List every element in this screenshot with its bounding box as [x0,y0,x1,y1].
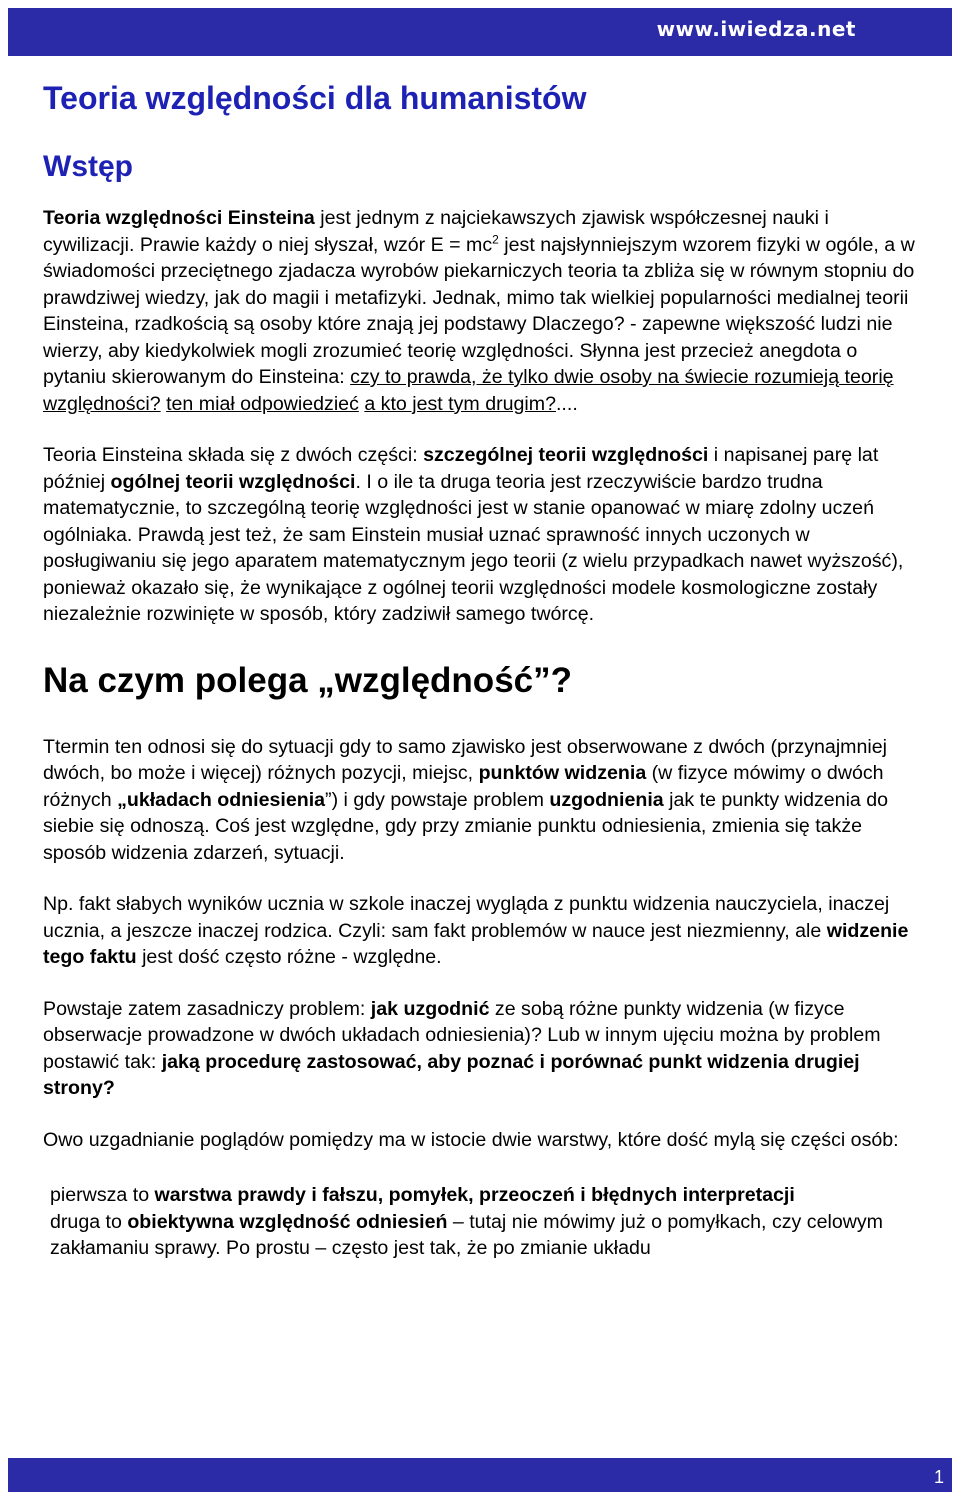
layers-list [50,1182,923,1262]
section-heading-relativity: Na czym polega „względność”? [43,660,572,700]
document-body [43,72,923,1262]
bold-text: uzgodnienia [549,788,664,811]
text: Owo uzgadnianie poglądów pomiędzy ma w istocie dwie warstwy, które dość mylą się części osób: [43,1128,899,1151]
text: jest najsłynniejszym wzorem fizyki w ogóle, a w świadomości przeciętnego zjadacza wyrobów piekarniczych teoria ta zbliża się w równym stopniu do prawdziwej wiedzy, jak do magii i metafizyki. Jednak, mimo tak wielkiej popularności medialnej teorii Einsteina, rzadkością są osoby które znają jej podstawy Dlaczego? - zapewne większość ludzi nie wierzy, aby kiedykolwiek mogli zrozumieć teorię względności. Słynna jest przecież anegdota o pytaniu skierowanym do Einsteina: [43,233,915,388]
text: – tutaj nie mówimy już o pomyłkach, czy celowym zakłamaniu sprawy. Po prostu – często jest tak, że po zmianie układu [50,1210,883,1259]
text: .... [555,392,578,415]
bold-text: jaką procedurę zastosować, aby poznać i porównać punkt widzenia drugiej strony? [43,1050,860,1099]
bold-text: „układach odniesienia [117,788,326,811]
superscript: 2 [492,231,499,246]
site-url: www.iwiedza.net [656,17,856,41]
text: druga to [50,1210,128,1233]
bold-text: obiektywna względność odniesień [127,1210,448,1233]
bold-text: warstwa prawdy i fałszu, pomyłek, przeoczeń i błędnych interpretacji [154,1184,795,1206]
text: jest dość często różne - względne. [136,946,442,968]
text: . I o ile ta druga teoria jest rzeczywiście bardzo trudna matematycznie, to szczególną teorię względności jest w stanie opanować w miarę zdolny uczeń ogólniaka. Prawdą jest też, że sam Einstein musiał uznać sprawność innych uczonych w posługiwaniu się jego aparatem matematycznym jego teorii (z wielu przypadkach nawet wyższość), ponieważ okazało się, że wynikające z ogólnej teorii względności modele kosmologiczne zostały niezależnie rozwinięte w sposób, który zadziwił samego twórcę. [43,470,904,625]
paragraph-example [43,891,923,971]
paragraph-theory-parts [43,442,923,628]
text: (w fizyce mówimy o dwóch różnych [43,762,884,811]
page-number: 1 [933,1467,944,1487]
bold-text: widzenie tego faktu [43,919,909,968]
underlined-text: ten miał odpowiedzieć [166,392,359,415]
bold-text: punktów widzenia [478,762,647,784]
paragraph-intro [43,205,923,417]
text: pierwsza to [50,1184,155,1206]
paragraph-layers [43,1127,923,1154]
list-item [50,1209,923,1262]
paragraph-term [43,734,923,867]
bold-text: jak uzgodnić [370,997,490,1020]
text: jak te punkty widzenia do siebie się odnoszą. Coś jest względne, gdy przy zmianie punktu odniesienia, zmienia się także sposób widzenia zdarzeń, sytuacji. [43,788,889,864]
underlined-text: czy to prawda, że tylko dwie osoby na świecie rozumieją teorię względności? [43,366,894,415]
bold-text: szczególnej teorii względności [423,444,709,466]
section-heading-intro: Wstęp [43,150,133,183]
text: ”) i gdy powstaje problem [325,788,550,811]
bold-text: ogólnej teorii względności [110,470,356,493]
text: jest jednym z najciekawszych zjawisk współczesnej nauki i cywilizacji. Prawie każdy o niej słyszał, wzór E = mc [43,207,829,256]
paragraph-problem [43,996,923,1102]
text: Teoria Einsteina składa się z dwóch części: [43,444,424,466]
document-title: Teoria względności dla humanistów [43,80,587,116]
underlined-text: a kto jest tym drugim? [364,392,556,415]
text: i napisanej parę lat później [43,444,879,493]
text: Ttermin ten odnosi się do sytuacji gdy to samo zjawisko jest obserwowane z dwóch (przynajmniej dwóch, bo może i więcej) różnych pozycji, miejsc, [43,735,887,784]
bold-text: Teoria względności Einsteina [43,207,315,229]
header-bar [8,8,952,56]
text: Np. fakt słabych wyników ucznia w szkole inaczej wygląda z punktu widzenia nauczyciela, inaczej ucznia, a jeszcze inaczej rodzica. Czyli: sam fakt problemów w nauce jest niezmienny, ale [43,893,890,942]
text: ze sobą różne punkty widzenia (w fizyce obserwacje prowadzone w dwóch układach odniesienia)? Lub w innym ujęciu można by problem postawić tak: [43,997,881,1073]
text: Powstaje zatem zasadniczy problem: [43,997,371,1020]
list-item [50,1182,923,1209]
footer-bar [8,1458,952,1492]
